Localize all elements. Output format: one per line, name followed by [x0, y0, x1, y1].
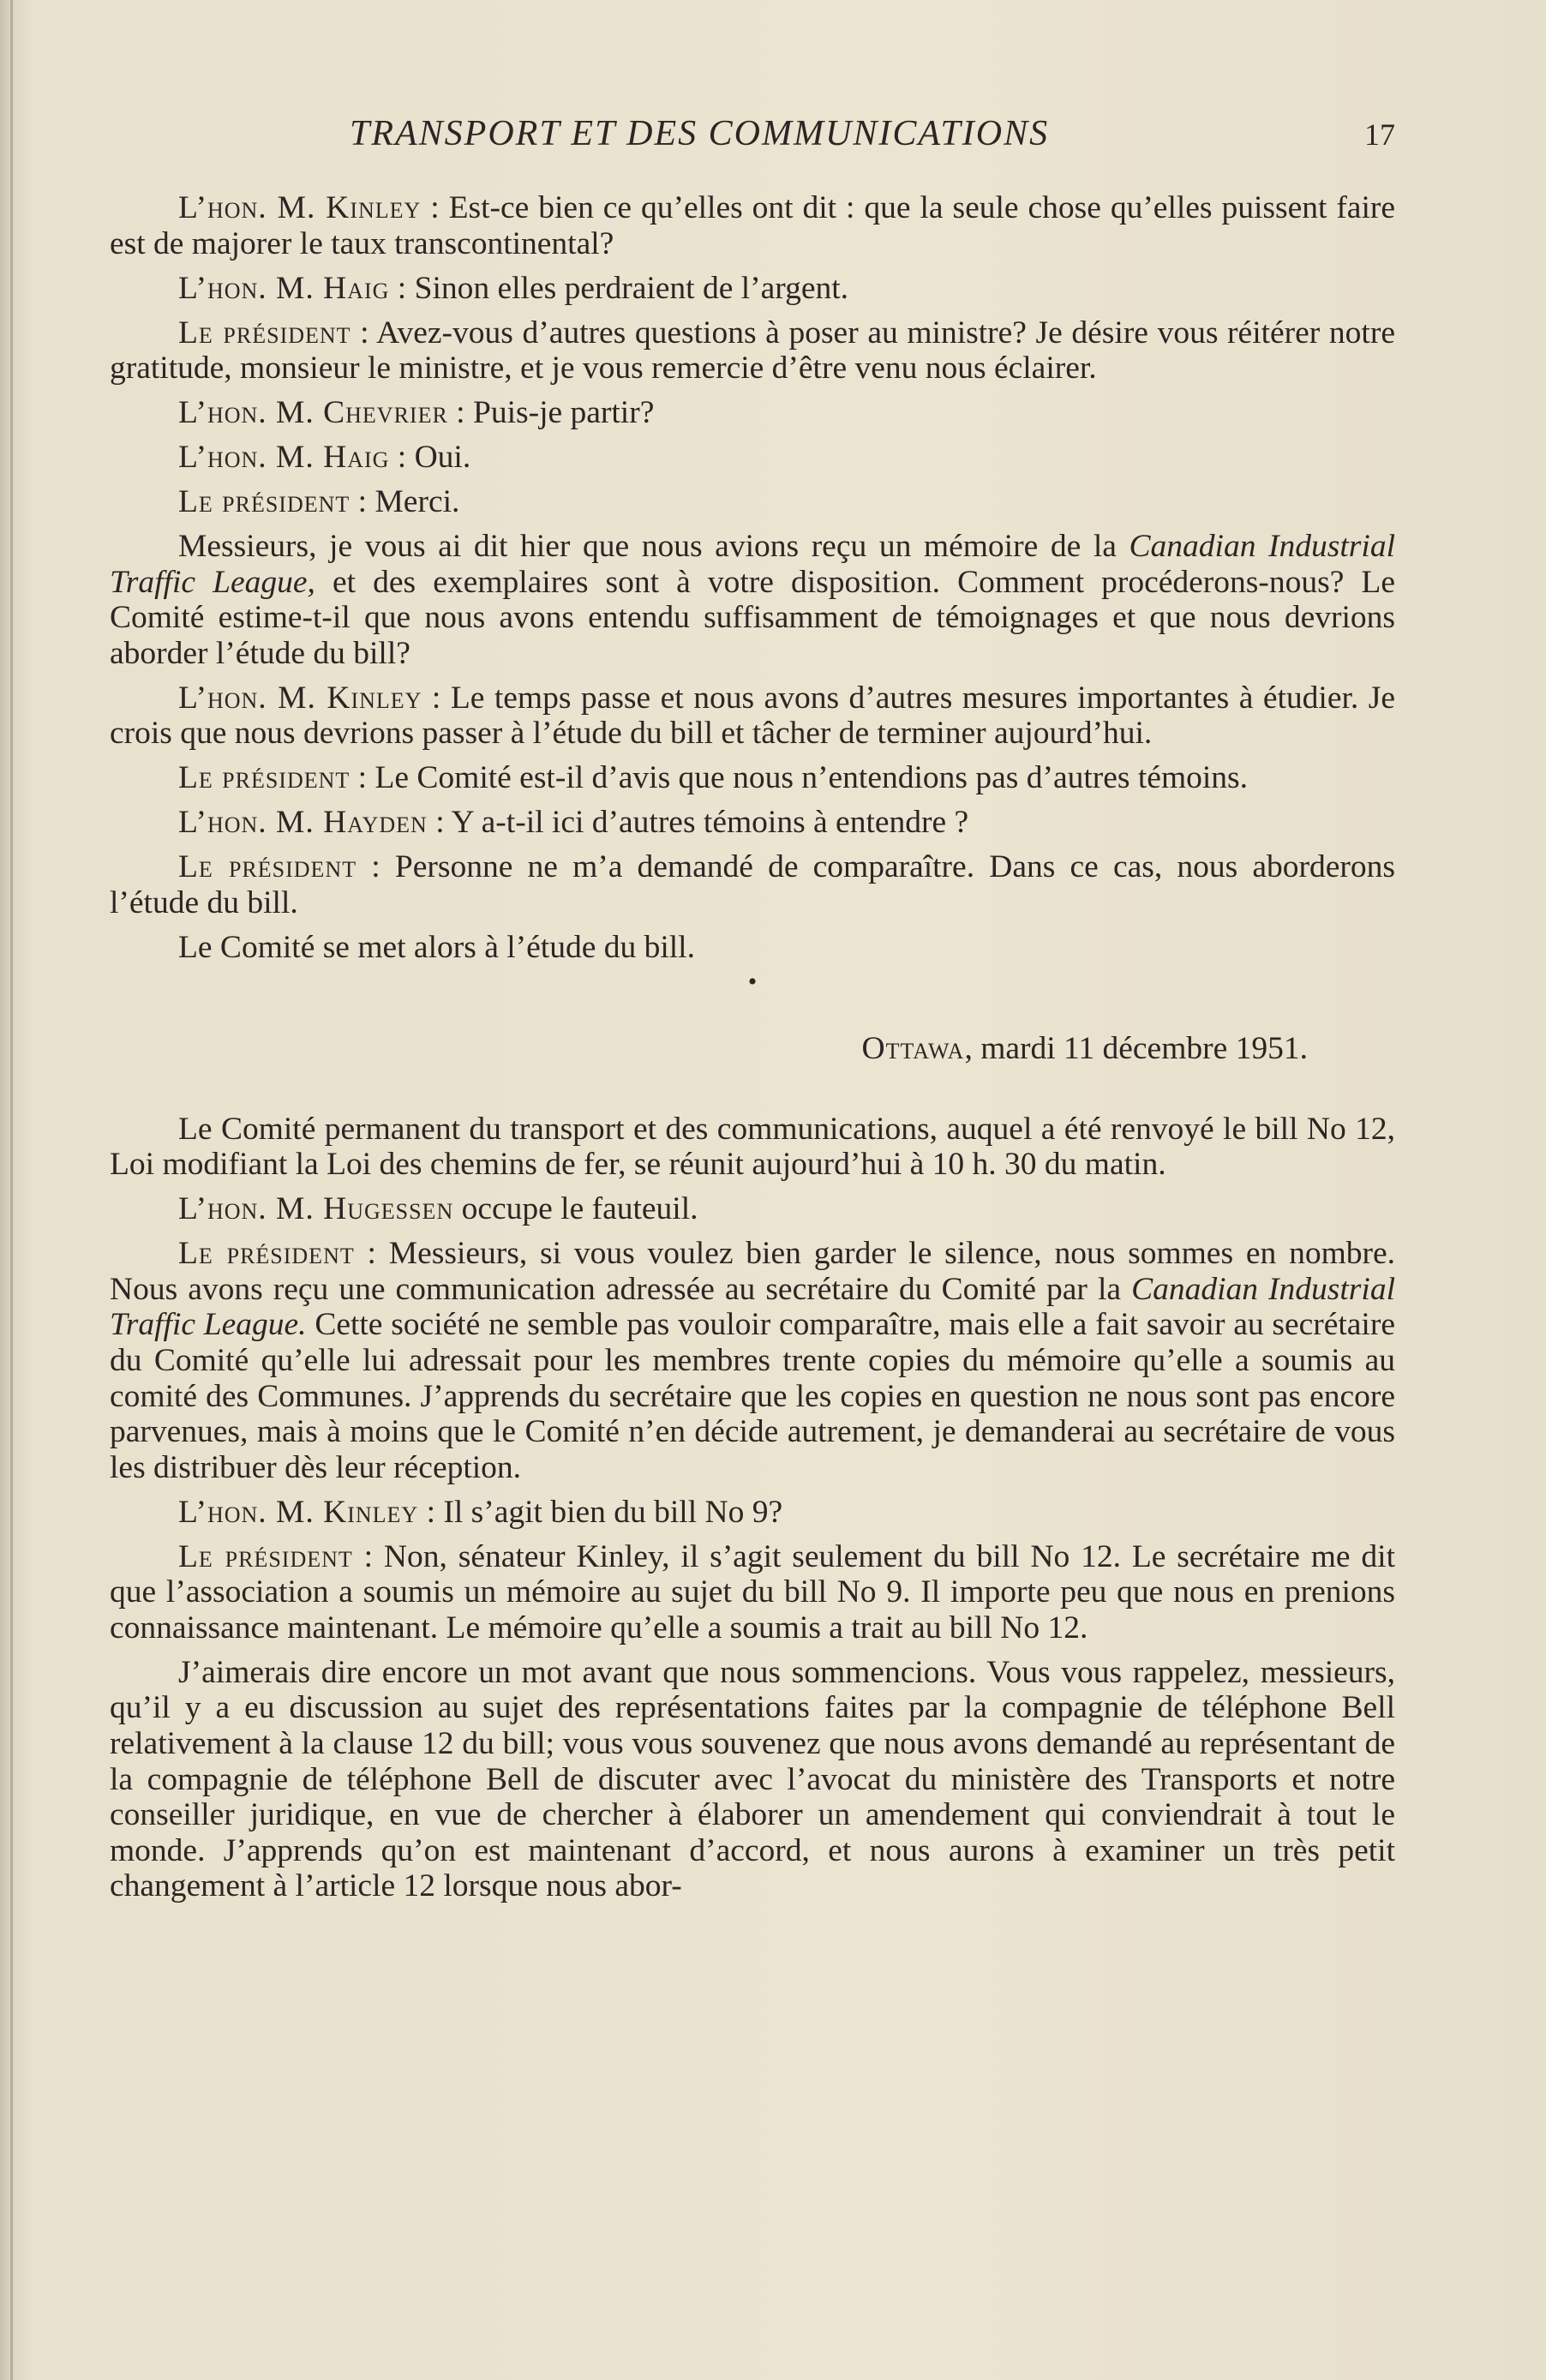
page-number: 17 — [1364, 117, 1395, 152]
paragraph-text: : Sinon elles perdraient de l’argent. — [389, 270, 849, 306]
paragraph-text: occupe le fauteuil. — [453, 1191, 698, 1227]
speaker-name: L’hon. M. Haig — [178, 270, 390, 306]
bullet-mark: • — [747, 967, 758, 996]
paragraph-text: Messieurs, je vous ai dit hier que nous avions reçu un mémoire de la — [178, 529, 1130, 565]
italic-title: Canadian Industrial Traffic League, — [110, 529, 1395, 600]
paragraph-text: : Le Comité est-il d’avis que nous n’entendions pas d’autres témoins. — [350, 760, 1249, 796]
speaker-name: L’hon. M. Chevrier — [178, 395, 448, 431]
paragraph — [110, 315, 1395, 387]
running-title: TRANSPORT ET DES COMMUNICATIONS — [350, 114, 1050, 153]
speaker-name: L’hon. M. Kinley — [178, 190, 422, 225]
paragraph — [110, 849, 1395, 920]
paragraph-text: : Messieurs, si vous voulez bien garder le silence, nous sommes en nombre. Nous avons reçu une communication adressée au secrétaire du Comité par la — [110, 1236, 1395, 1307]
paragraph — [110, 1539, 1395, 1646]
paragraph-text: : Avez-vous d’autres questions à poser au ministre? Je désire vous réitérer notre gratitude, monsieur le ministre, et je vous remercie d’être venu nous éclairer. — [110, 315, 1395, 387]
paragraph — [110, 1191, 1395, 1227]
paragraph-text: J’aimerais dire encore un mot avant que nous sommencions. Vous vous rappelez, messieurs, qu’il y a eu discussion au sujet des représentations faites par la compagnie de téléphone Bell relativement à la clause 12 du bill; vous vous souvenez que nous avons demandé au représentant de la compagnie de téléphone Bell de discuter avec l’avocat du ministère des Transports et notre conseiller juridique, en vue de chercher à élaborer un amendement qui conviendrait à tout le monde. J’apprends qu’on est maintenant d’accord, et nous aurons à examiner un très petit changement à l’article 12 lorsque nous abor- — [110, 1654, 1395, 1904]
paragraph — [110, 805, 1395, 841]
dateline — [110, 1031, 1308, 1067]
page-header — [110, 113, 1395, 165]
paragraph-text: : Oui. — [389, 440, 471, 476]
paragraph — [110, 760, 1395, 796]
speaker-name: Le président — [178, 760, 351, 796]
paragraph-text: : Y a-t-il ici d’autres témoins à entendre ? — [427, 805, 969, 841]
paragraph — [110, 680, 1395, 752]
speaker-name: L’hon. M. Kinley — [178, 680, 422, 716]
paragraph-text: Cette société ne semble pas vouloir comparaître, mais elle a fait savoir au secrétaire du Comité qu’elle lui adressait pour les membres trente copies du mémoire qu’elle a soumis au comité des Communes. J’apprends du secrétaire que les copies en question ne nous sont pas encore parvenues, mais à moins que le Comité n’en décide autrement, je demanderai au secrétaire de vous les distribuer dès leur réception. — [110, 1307, 1395, 1485]
paragraph — [110, 930, 1395, 966]
paragraph-text: : Non, sénateur Kinley, il s’agit seulement du bill No 12. Le secrétaire me dit que l’association a soumis un mémoire au sujet du bill No 9. Il importe peu que nous en prenions connaissance maintenant. Le mémoire qu’elle a soumis a trait au bill No 12. — [110, 1538, 1395, 1646]
speaker-name: Le président — [178, 1538, 353, 1574]
paragraph — [110, 440, 1395, 476]
speaker-name: L’hon. M. Hugessen — [178, 1191, 454, 1227]
paragraph — [110, 529, 1395, 671]
paragraph-text: : Il s’agit bien du bill No 9? — [418, 1494, 783, 1530]
speaker-name: Le président — [178, 484, 351, 520]
paragraph — [110, 395, 1395, 431]
paragraph-text: Le Comité permanent du transport et des communications, auquel a été renvoyé le bill No 12, Loi modifiant la Loi des chemins de fer, se réunit aujourd’hui à 10 h. 30 du matin. — [110, 1111, 1395, 1183]
speaker-name: L’hon. M. Kinley — [178, 1494, 419, 1530]
speaker-name: L’hon. M. Haig — [178, 440, 390, 476]
paragraph-text: : Est-ce bien ce qu’elles ont dit : que la seule chose qu’elles puissent faire est de majorer le taux transcontinental? — [110, 190, 1396, 261]
dateline-place: Ottawa — [861, 1030, 965, 1066]
paragraph-text: : Puis-je partir? — [447, 395, 655, 431]
paragraph-text: : Personne ne m’a demandé de comparaître. Dans ce cas, nous aborderons l’étude du bill. — [110, 849, 1395, 920]
paragraph — [110, 190, 1395, 261]
speaker-name: Le président — [178, 849, 357, 885]
paragraph — [110, 1236, 1395, 1485]
paragraph-text: : Merci. — [350, 484, 460, 520]
paragraph — [110, 1495, 1395, 1531]
paragraph — [110, 1655, 1395, 1904]
speaker-name: Le président — [178, 1236, 355, 1272]
speaker-name: L’hon. M. Hayden — [178, 805, 428, 841]
dateline-date: , mardi 11 décembre 1951. — [964, 1030, 1308, 1066]
speaker-name: Le président — [178, 315, 351, 351]
paragraph-text: et des exemplaires sont à votre disposition. Comment procéderons-nous? Le Comité estime-t-il que nous avons entendu suffisamment de témoignages et que nous devrions aborder l’étude du bill? — [110, 564, 1395, 671]
paragraph — [110, 484, 1395, 520]
paragraph — [110, 1112, 1395, 1183]
binding-gutter — [10, 0, 13, 2380]
paragraph-text: Le Comité se met alors à l’étude du bill. — [178, 929, 695, 965]
italic-title: Canadian Industrial Traffic League. — [110, 1271, 1395, 1343]
page-body — [110, 190, 1395, 1913]
paragraph-text: : Le temps passe et nous avons d’autres mesures importantes à étudier. Je crois que nous devrions passer à l’étude du bill et tâcher de terminer aujourd’hui. — [110, 680, 1395, 752]
paragraph — [110, 271, 1395, 307]
